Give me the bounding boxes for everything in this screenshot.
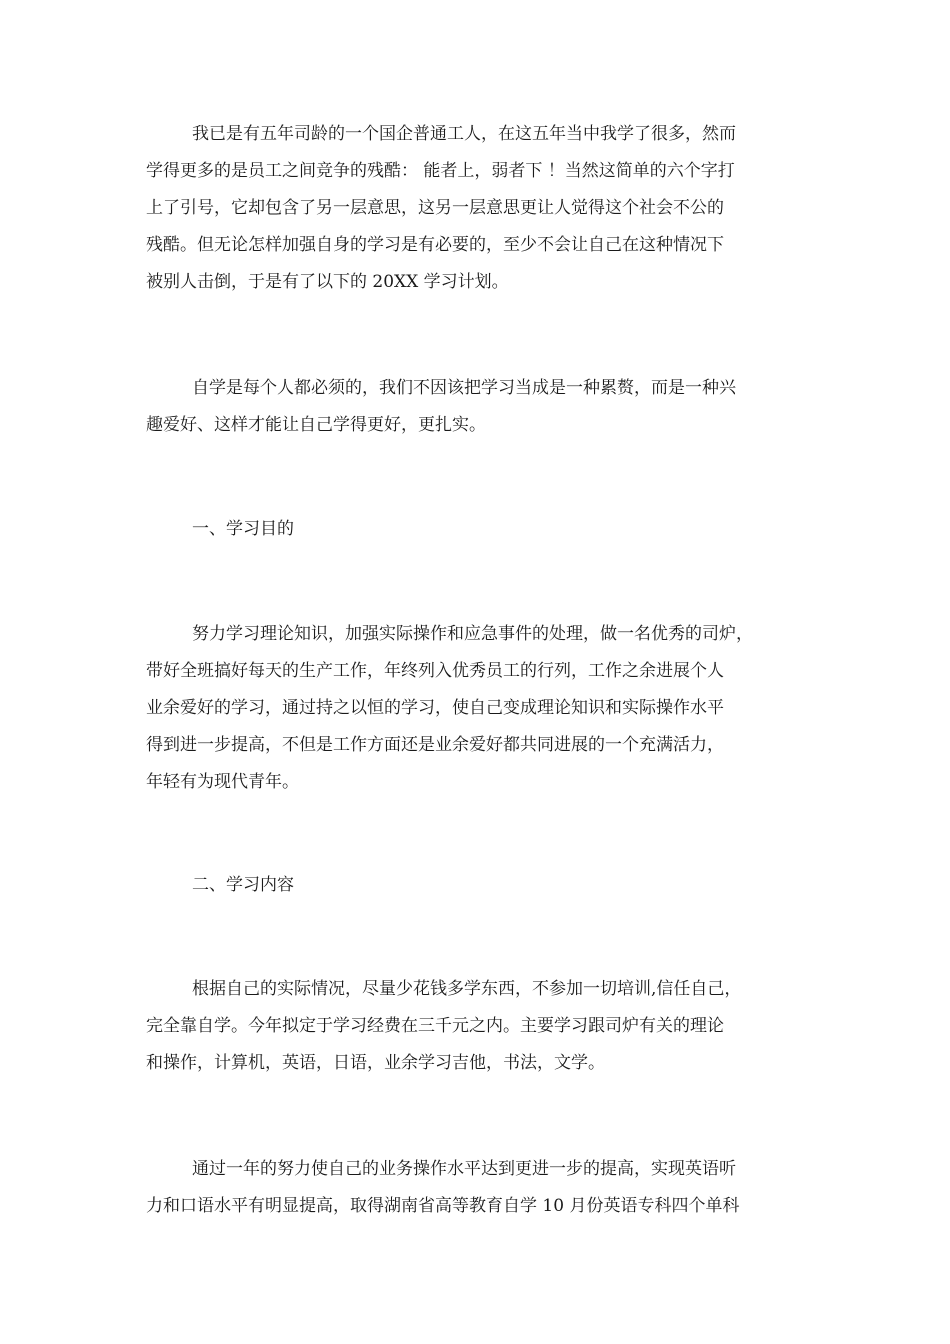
purpose-paragraph (146, 616, 816, 801)
goal-paragraph (146, 1151, 816, 1225)
text-line: 趣爱好、这样才能让自己学得更好，更扎实。 (146, 415, 486, 435)
text-line: 和操作，计算机，英语，日语，业余学习吉他，书法，文学。 (146, 1053, 605, 1073)
text-line: 努力学习理论知识，加强实际操作和应急事件的处理，做一名优秀的司炉， (192, 624, 753, 644)
text-line: 年轻有为现代青年。 (146, 772, 299, 792)
text-line: 根据自己的实际情况，尽量少花钱多学东西，不参加一切培训,信任自己， (192, 979, 742, 999)
text-line: 完全靠自学。今年拟定于学习经费在三千元之内。主要学习跟司炉有关的理论 (146, 1016, 724, 1036)
text-line: 残酷。但无论怎样加强自身的学习是有必要的，至少不会让自己在这种情况下 (146, 235, 724, 255)
text-line: 业余爱好的学习，通过持之以恒的学习，使自己变成理论知识和实际操作水平 (146, 698, 724, 718)
content-paragraph (146, 971, 816, 1082)
section-heading-content: 二、学习内容 (192, 875, 294, 895)
text-line: 学得更多的是员工之间竞争的残酷： 能者上，弱者下 ！当然这简单的六个字打 (146, 161, 735, 181)
section-heading-purpose: 一、学习目的 (192, 519, 294, 539)
intro-paragraph (146, 116, 816, 301)
text-line: 我已是有五年司龄的一个国企普通工人，在这五年当中我学了很多，然而 (192, 124, 736, 144)
text-line: 上了引号，它却包含了另一层意思，这另一层意思更让人觉得这个社会不公的 (146, 198, 724, 218)
text-line: 带好全班搞好每天的生产工作，年终列入优秀员工的行列，工作之余进展个人 (146, 661, 724, 681)
text-line: 得到进一步提高，不但是工作方面还是业余爱好都共同进展的一个充满活力， (146, 735, 724, 755)
text-line: 被别人击倒，于是有了以下的 20XX 学习计划。 (146, 272, 509, 292)
text-line: 自学是每个人都必须的，我们不因该把学习当成是一种累赘，而是一种兴 (192, 378, 736, 398)
text-line: 力和口语水平有明显提高，取得湖南省高等教育自学 10 月份英语专科四个单科 (146, 1196, 740, 1216)
self-study-paragraph (146, 370, 816, 444)
text-line: 通过一年的努力使自己的业务操作水平达到更进一步的提高，实现英语听 (192, 1159, 736, 1179)
